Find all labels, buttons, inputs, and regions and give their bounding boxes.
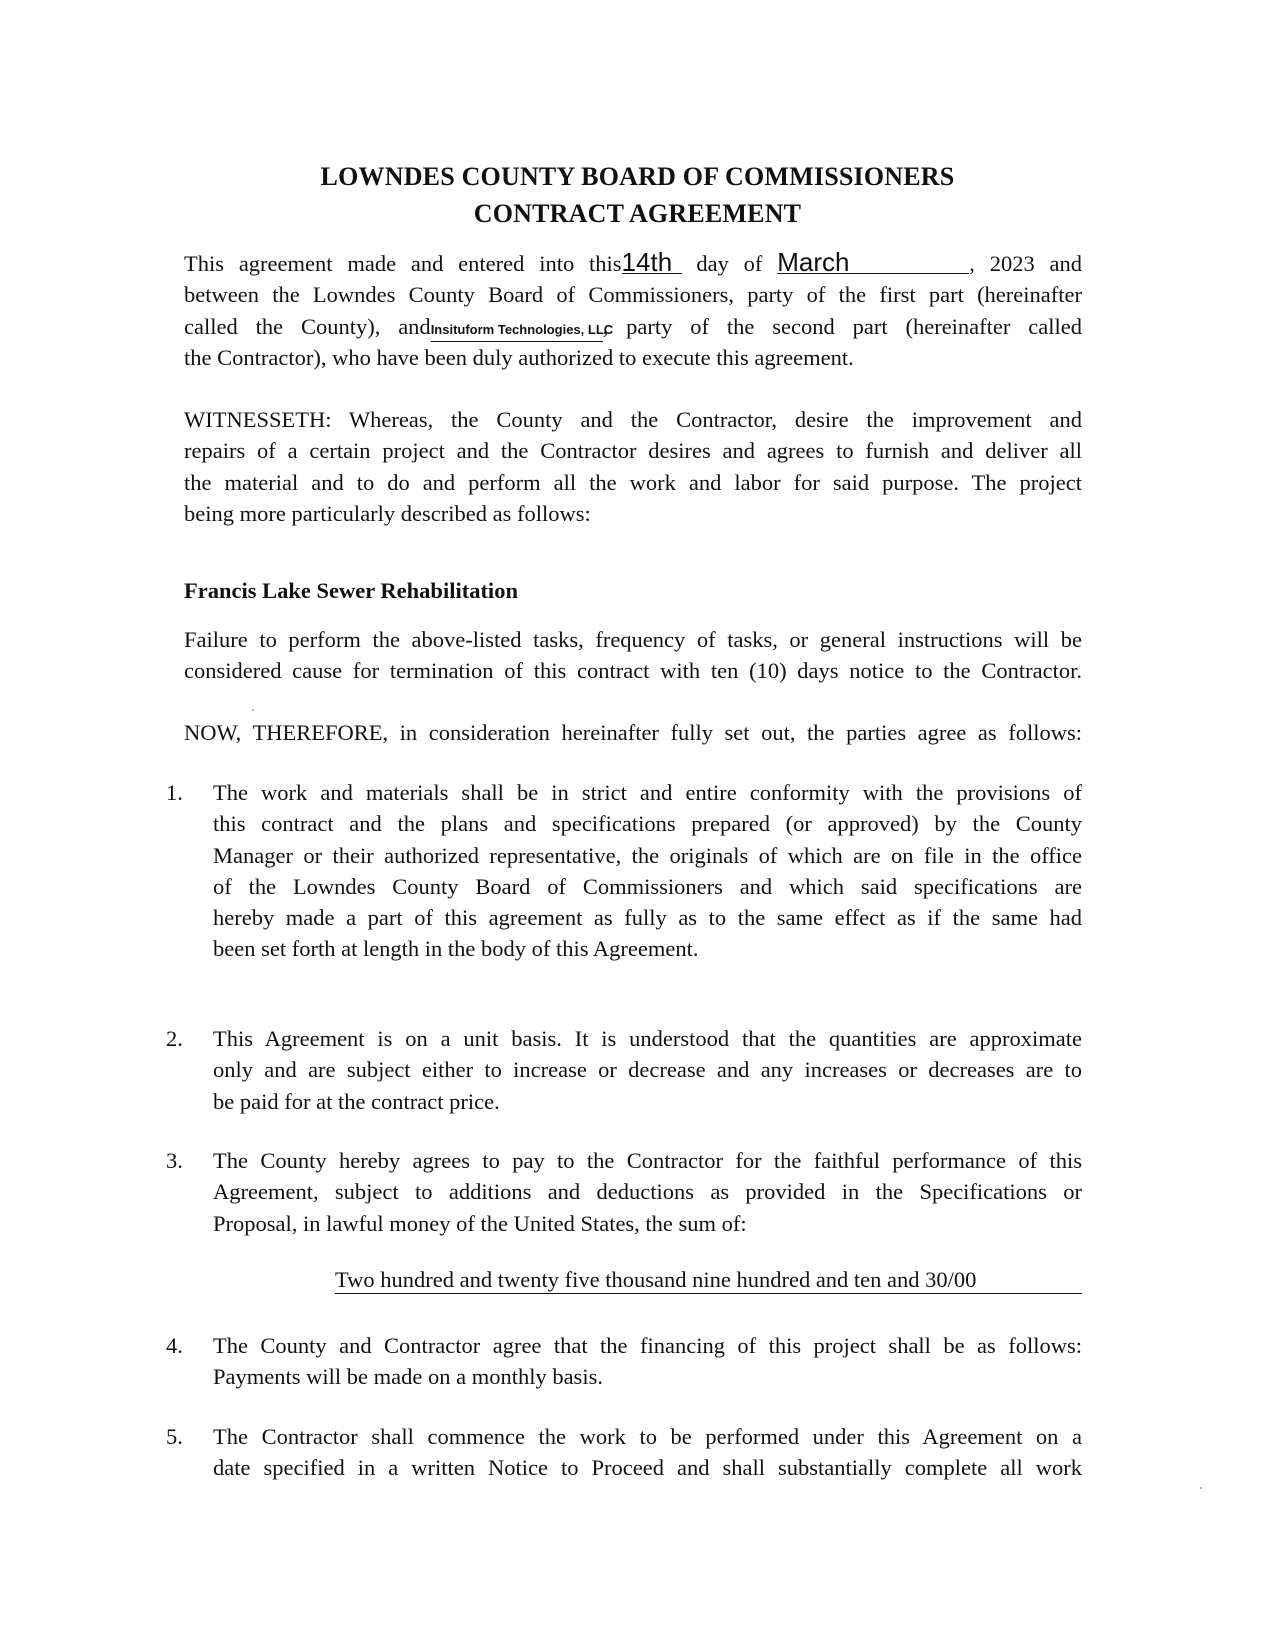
year-field: 2023 — [989, 251, 1035, 276]
intro-line-1: This agreement made and entered into this14th day of March , 2023 and — [184, 247, 1083, 277]
document-title: LOWNDES COUNTY BOARD OF COMMISSIONERS — [320, 162, 955, 191]
now-therefore-line: NOW, THEREFORE, in consideration hereinafter fully set out, the parties agree as follows: — [184, 720, 1082, 745]
scan-speck — [252, 709, 254, 711]
witnesseth-line: WITNESSETH: Whereas, the County and the Contractor, desire the improvement and — [184, 407, 1082, 432]
list-item-number: 3. — [166, 1148, 183, 1173]
intro-paragraph — [184, 248, 1082, 373]
intro-line-3: called the County), andInsituform Technologies, LLC, party of the second part (hereinafter called — [184, 311, 1082, 342]
list-item-text: The County and Contractor agree that the financing of this project shall be as follows: Payments will be made on a monthly basis. — [213, 1333, 1082, 1390]
contract-amount: Two hundred and twenty five thousand nine hundred and ten and 30/00 — [335, 1267, 1082, 1294]
list-item-number: 1. — [166, 780, 183, 805]
contractor-field: Insituform Technologies, LLC — [431, 319, 603, 342]
intro-line-4: the Contractor), who have been duly authorized to execute this agreement. — [184, 344, 854, 370]
month-field: March — [777, 251, 969, 274]
list-item-text: This Agreement is on a unit basis. It is understood that the quantities are approximate only and are subject either to increase or decrease and any increases or decreases are to be paid for at the contract price. — [213, 1026, 1082, 1114]
failure-paragraph — [184, 624, 1082, 687]
project-name: Francis Lake Sewer Rehabilitation — [184, 578, 518, 603]
witnesseth-line: repairs of a certain project and the Contractor desires and agrees to furnish and deliver all — [184, 438, 1082, 464]
intro-line-2: between the Lowndes County Board of Commissioners, party of the first part (hereinafter — [184, 282, 1082, 308]
failure-line: considered cause for termination of this contract with ten (10) days notice to the Contractor. — [184, 658, 1082, 684]
witnesseth-line: being more particularly described as follows: — [184, 500, 591, 526]
list-item-text: The Contractor shall commence the work to be performed under this Agreement on a date specified in a written Notice to Proceed and shall substantially complete all work — [213, 1424, 1082, 1481]
witnesseth-paragraph — [184, 404, 1082, 529]
now-therefore-paragraph — [184, 717, 1082, 748]
list-item-number: 2. — [166, 1026, 183, 1051]
day-field: 14th — [622, 251, 682, 274]
list-item-number: 5. — [166, 1424, 183, 1449]
document-subtitle: CONTRACT AGREEMENT — [473, 199, 802, 228]
list-item-number: 4. — [166, 1333, 183, 1358]
witnesseth-line: the material and to do and perform all the work and labor for said purpose. The project — [184, 469, 1082, 495]
list-item-text: The work and materials shall be in strict and entire conformity with the provisions of this contract and the plans and specifications prepared (or approved) by the County Manager or their authorized representative, the originals of which are on file in the office of the Lowndes County Board of Commissioners and which said specifications are hereby made a part of this agreement as fully as to the same effect as if the same had been set forth at length in the body of this Agreement. — [213, 780, 1082, 962]
list-item-text: The County hereby agrees to pay to the Contractor for the faithful performance of this Agreement, subject to additions and deductions as provided in the Specifications or Proposal, in lawful money of the United States, the sum of: — [213, 1148, 1082, 1236]
failure-line: Failure to perform the above-listed tasks, frequency of tasks, or general instructions will be — [184, 627, 1082, 652]
scan-speck — [1200, 1487, 1202, 1489]
